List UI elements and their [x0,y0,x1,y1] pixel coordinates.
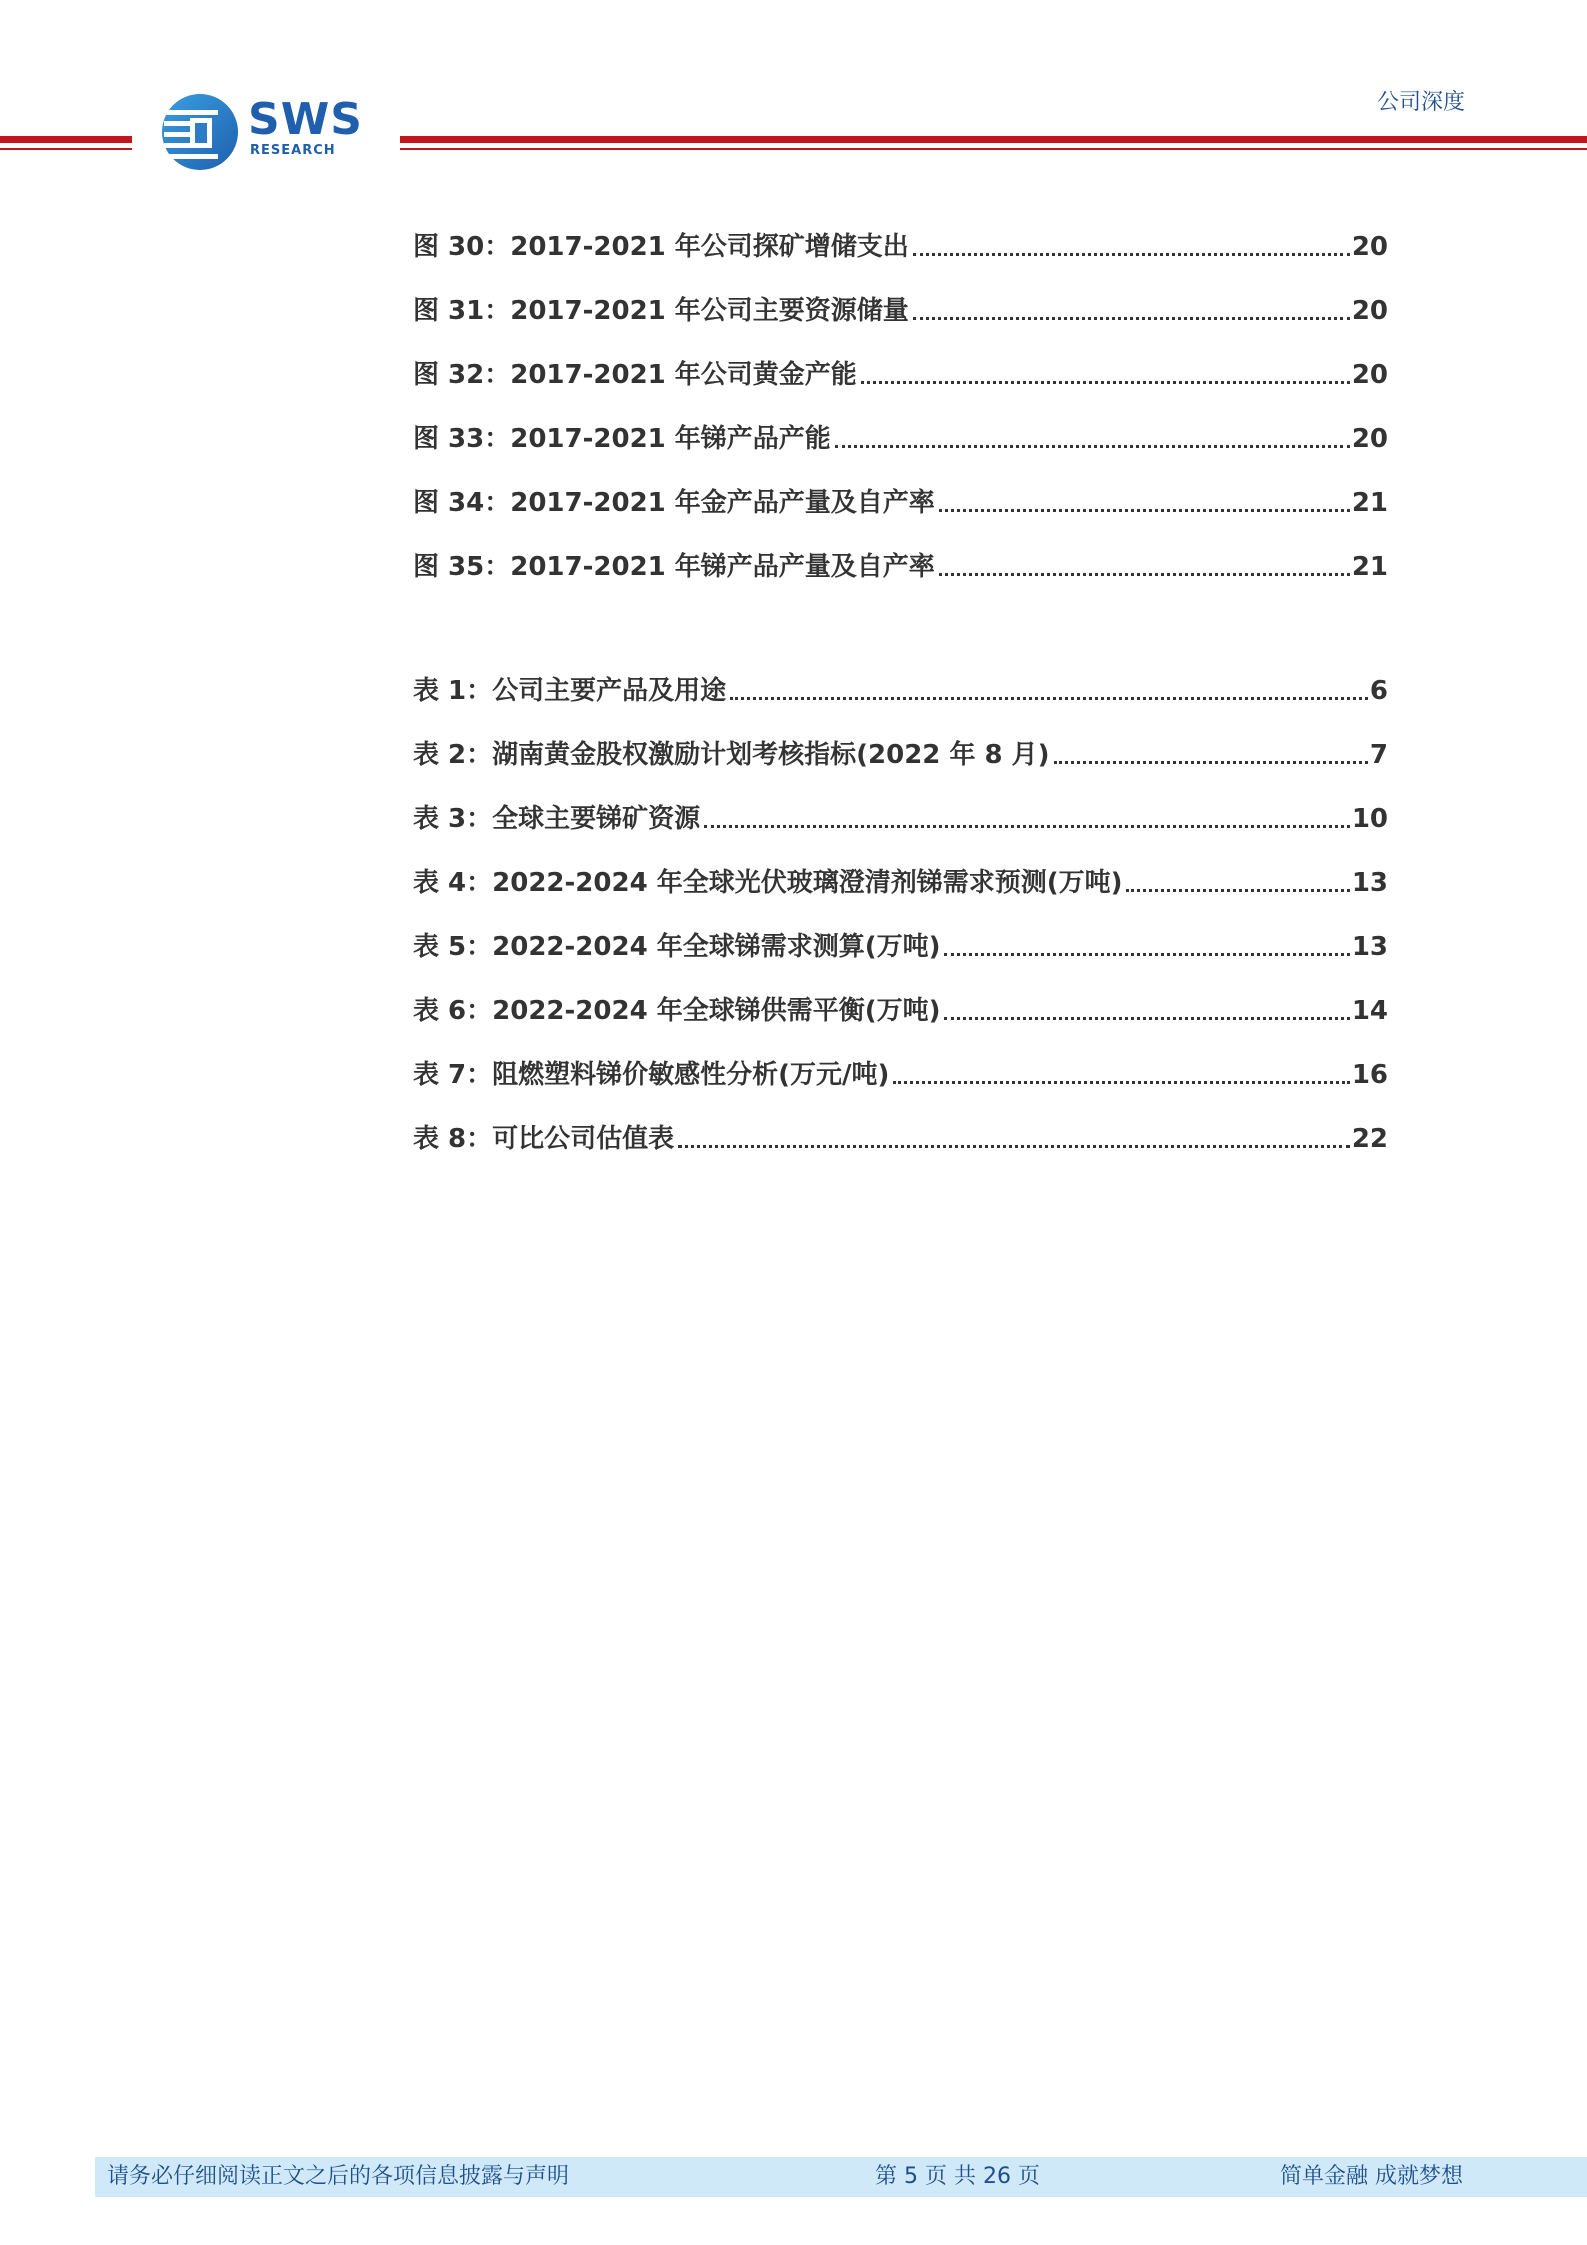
page-header [0,0,1587,170]
toc-entry-page: 14 [1351,996,1388,1026]
toc-entry-label: 表 7：阻燃塑料锑价敏感性分析(万元/吨) [413,1060,890,1090]
toc-entry-page: 16 [1351,1060,1388,1090]
toc-entry-page: 21 [1351,552,1388,582]
toc-entry-figure-33[interactable] [413,392,1388,456]
toc-leader-dots [1054,761,1368,764]
header-rule-left [0,136,132,143]
toc-entry-page: 22 [1351,1124,1388,1154]
toc-entry-label: 表 5：2022-2024 年全球锑需求测算(万吨) [413,932,941,962]
toc-leader-dots [704,825,1350,828]
footer-page-number: 第 5 页 共 26 页 [875,2164,1040,2189]
footer-slogan: 简单金融 成就梦想 [1280,2164,1463,2189]
toc-leader-dots [861,381,1350,384]
toc-leader-dots [939,573,1350,576]
toc-entry-figure-30[interactable] [413,200,1388,264]
logo-subtext: RESEARCH [250,143,336,158]
header-rule-left-thin [0,148,132,150]
toc-entry-label: 表 2：湖南黄金股权激励计划考核指标(2022 年 8 月) [413,740,1050,770]
footer-disclaimer: 请务必仔细阅读正文之后的各项信息披露与声明 [107,2164,570,2189]
toc-leader-dots [944,1017,1349,1020]
toc-entry-table-1[interactable] [413,644,1388,708]
toc-entry-table-2[interactable] [413,708,1388,772]
toc-entry-figure-32[interactable] [413,328,1388,392]
toc-entry-table-4[interactable] [413,836,1388,900]
toc-entry-table-8[interactable] [413,1092,1388,1156]
toc-entry-table-6[interactable] [413,964,1388,1028]
toc-entry-page: 20 [1351,360,1388,390]
toc-entry-table-5[interactable] [413,900,1388,964]
sws-globe-icon [160,92,240,172]
toc-entry-label: 表 6：2022-2024 年全球锑供需平衡(万吨) [413,996,941,1026]
toc-leader-dots [944,953,1349,956]
figure-list [413,200,1388,584]
toc-entry-label: 表 8：可比公司估值表 [413,1124,675,1154]
toc-leader-dots [913,317,1350,320]
toc-entry-page: 20 [1351,232,1388,262]
toc-entry-figure-31[interactable] [413,264,1388,328]
toc-entry-label: 图 35：2017-2021 年锑产品产量及自产率 [413,552,935,582]
toc-entry-page: 20 [1351,424,1388,454]
toc-leader-dots [678,1145,1350,1148]
toc-leader-dots [939,509,1350,512]
toc-leader-dots [893,1081,1349,1084]
toc-entry-label: 图 30：2017-2021 年公司探矿增储支出 [413,232,909,262]
toc-leader-dots [1126,889,1349,892]
sws-logo [160,88,370,172]
toc-entry-page: 10 [1351,804,1388,834]
header-rule-right [400,136,1587,143]
toc-entry-figure-34[interactable] [413,456,1388,520]
toc-entry-page: 7 [1369,740,1388,770]
toc-entry-figure-35[interactable] [413,520,1388,584]
toc-entry-table-3[interactable] [413,772,1388,836]
toc-entry-label: 表 3：全球主要锑矿资源 [413,804,701,834]
toc-entry-label: 表 4：2022-2024 年全球光伏玻璃澄清剂锑需求预测(万吨) [413,868,1123,898]
toc-entry-label: 表 1：公司主要产品及用途 [413,676,727,706]
page-footer [95,2157,1587,2197]
header-rule-right-thin [400,148,1587,150]
toc-entry-page: 21 [1351,488,1388,518]
toc-entry-label: 图 32：2017-2021 年公司黄金产能 [413,360,857,390]
toc-entry-label: 图 33：2017-2021 年锑产品产能 [413,424,831,454]
toc-leader-dots [835,445,1350,448]
toc-leader-dots [730,697,1368,700]
toc-entry-page: 13 [1351,932,1388,962]
toc-entry-page: 13 [1351,868,1388,898]
toc-entry-page: 20 [1351,296,1388,326]
toc-entry-table-7[interactable] [413,1028,1388,1092]
toc-leader-dots [913,253,1350,256]
toc-entry-page: 6 [1369,676,1388,706]
toc-entry-label: 图 34：2017-2021 年金产品产量及自产率 [413,488,935,518]
report-type-label: 公司深度 [1376,90,1465,115]
logo-wordmark: SWS [248,94,363,145]
table-list [413,644,1388,1156]
toc-entry-label: 图 31：2017-2021 年公司主要资源储量 [413,296,909,326]
